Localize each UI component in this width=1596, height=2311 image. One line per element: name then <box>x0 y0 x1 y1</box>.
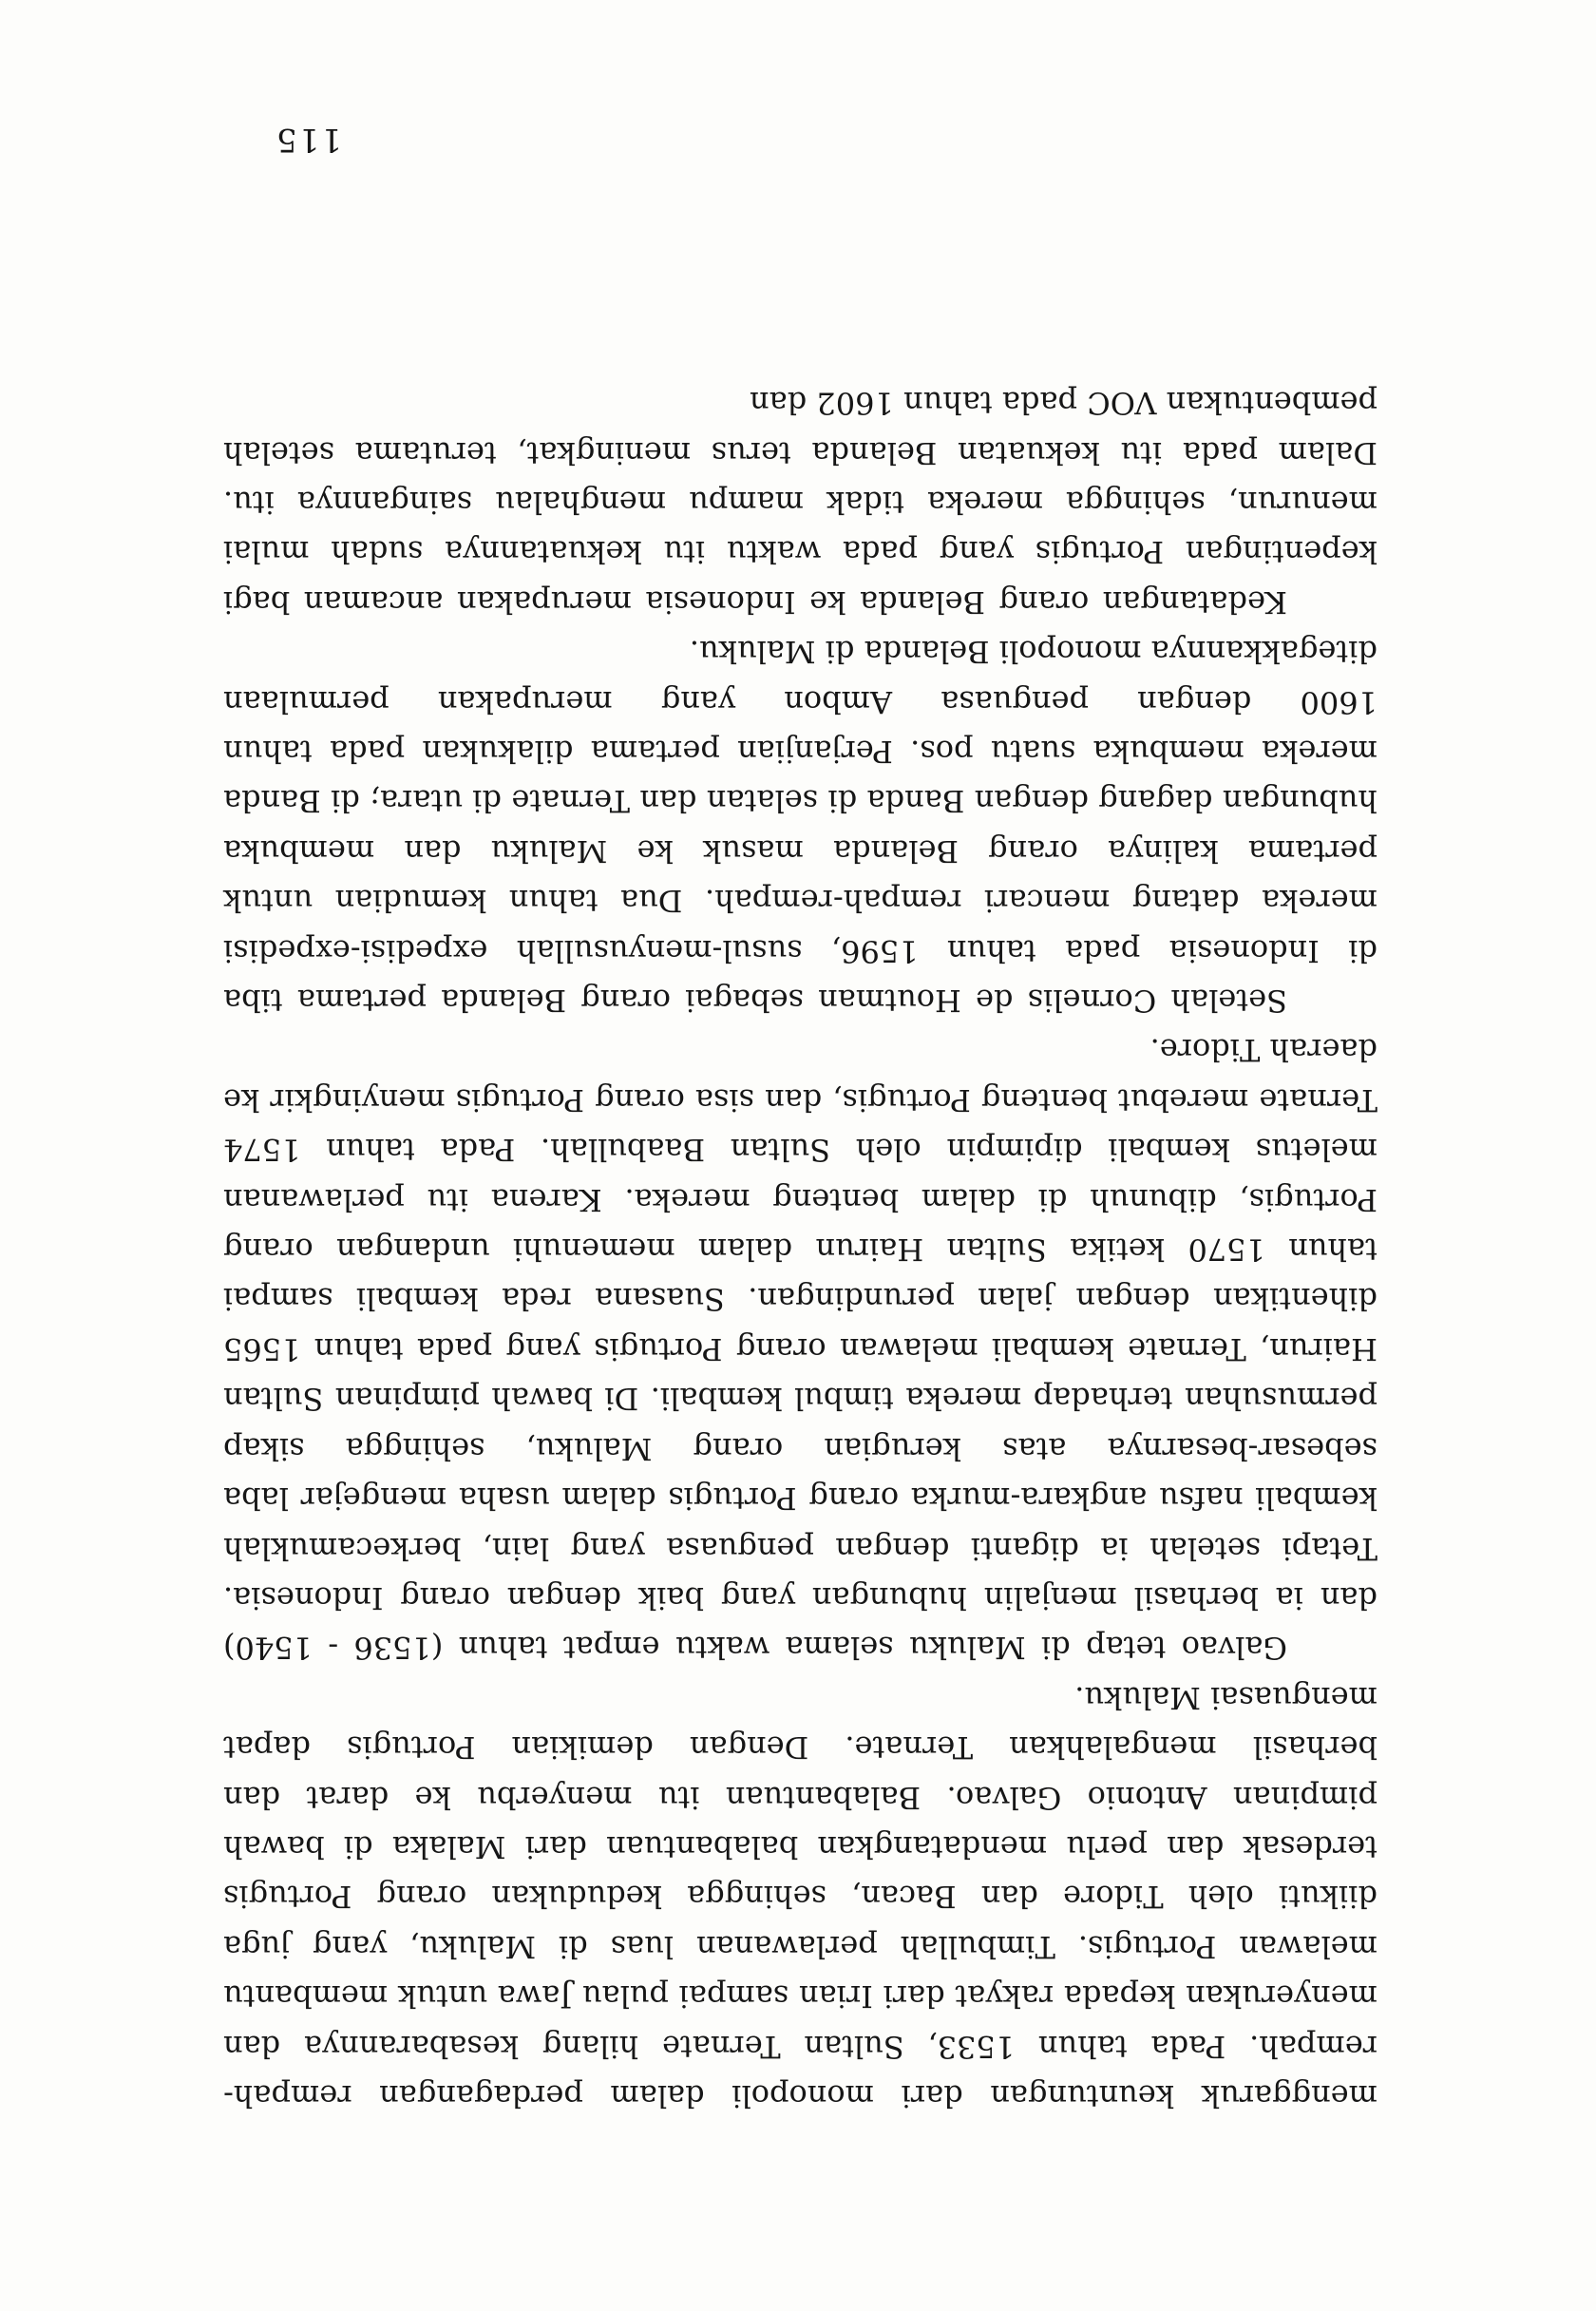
paragraph-4: Kedatangan orang Belanda ke Indonesia merupakan ancaman bagi kepentingan Portugis yang pada waktu itu kekuatannya sudah mulai menurun, sehingga mereka tidak mampu menghalau saingannya itu. Dalam pada itu kekuatan Belanda terus meningkat, terutama setelah pembentukan VOC pada tahun 1602 dan <box>223 385 1378 621</box>
paragraph-1: menggaruk keuntungan dari monopoli dalam perdagangan rempah-rempah. Pada tahun 1533, Sultan Ternate hilang kesabarannya dan menyerukan kepada rakyat dari Irian sampai pulau Jawa untuk membantu melawan Portugis. Timbullah perlawanan luas di Maluku, yang juga diikuti oleh Tidore dan Bacan, sehingga kedudukan orang Portugis terdesak dan perlu mendatangkan balabantuan dari Malaka di bawah pimpinan Antonio Galvao. Balabantuan itu menyerbu ke darat dan berhasil mengalahkan Ternate. Dengan demikian Portugis dapat menguasai Maluku. <box>223 1679 1378 2114</box>
paragraph-3: Setelah Cornelis de Houtman sebagai orang Belanda pertama tiba di Indonesia pada tahun 1596, susul-menyusullah expedisi-expedisi mereka datang mencari rempah-rempah. Dua tahun kemudian untuk pertama kalinya orang Belanda masuk ke Maluku dan membuka hubungan dagang dengan Banda di selatan dan Ternate di utara; di Banda mereka membuka suatu pos. Perjanjian pertama dilakukan pada tahun 1600 dengan penguasa Ambon yang merupakan permulaan ditegakkannya monopoli Belanda di Maluku. <box>223 634 1378 1020</box>
paragraph-2: Galvao tetap di Maluku selama waktu empat tahun (1536 - 1540) dan ia berhasil menjalin hubungan yang baik dengan orang Indonesia. Tetapi setelah ia diganti dengan penguasa yang lain, berkecamuklah kembali nafsu angkara-murka orang Portugis dalam usaha mengejar laba sebesar-besarnya atas kerugian orang Maluku, sehingga sikap permusuhan terhadap mereka timbul kembali. Di bawah pimpinan Sultan Hairun, Ternate kembali melawan orang Portugis yang pada tahun 1565 dihentikan dengan jalan perundingan. Suasana reda kembali sampai tahun 1570 ketika Sultan Hairun dalam memenuhi undangan orang Portugis, dibunuh di dalam benteng mereka. Karena itu perlawanan meletus kembali dipimpin oleh Sultan Baabullah. Pada tahun 1574 Ternate merebut benteng Portugis, dan sisa orang Portugis menyingkir ke daerah Tidore. <box>223 1032 1378 1667</box>
body-text <box>223 378 1378 2121</box>
page-number: 115 <box>275 121 342 159</box>
